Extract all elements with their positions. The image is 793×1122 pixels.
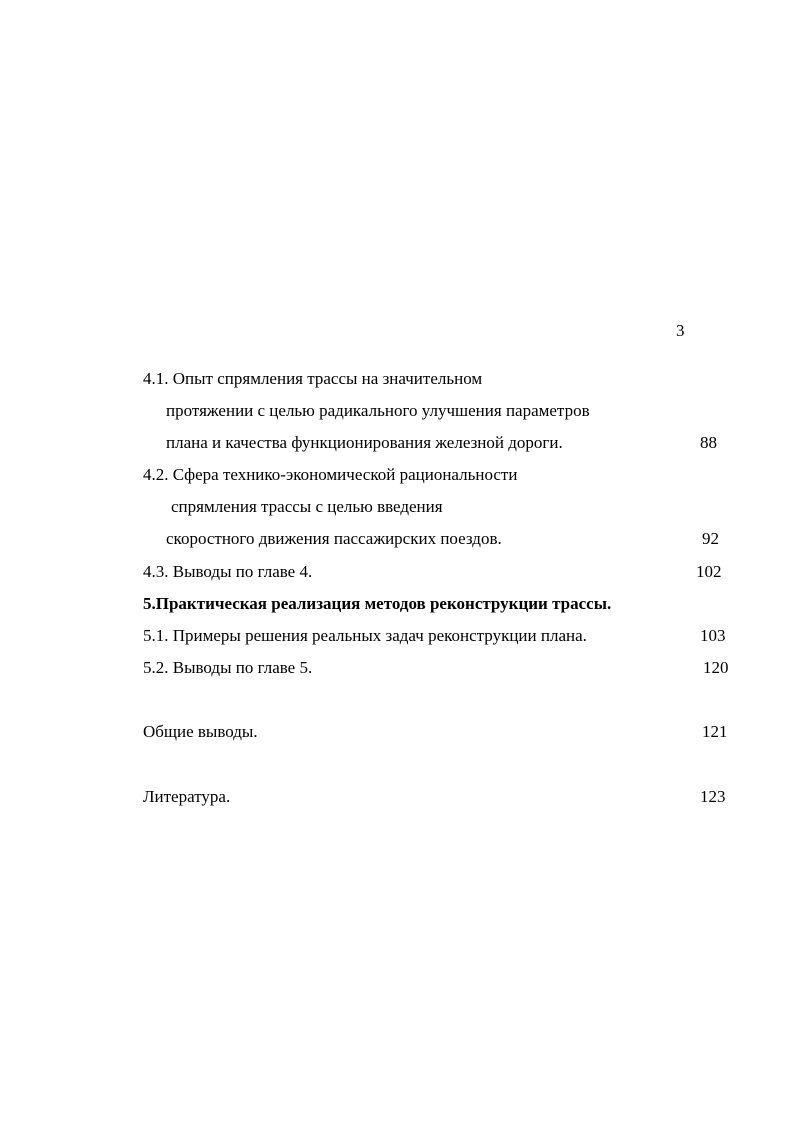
toc-entry-4-2-page: 92: [702, 529, 719, 548]
toc-entry-5-2: 5.2. Выводы по главе 5.: [143, 658, 313, 677]
toc-entry-4-3: 4.3. Выводы по главе 4.: [143, 562, 313, 581]
toc-entry-4-2-line-1: 4.2. Сфера технико-экономической рациональности: [143, 465, 518, 484]
toc-entry-conclusions: Общие выводы.: [143, 722, 258, 741]
toc-entry-5-1-page: 103: [700, 626, 726, 645]
toc-entry-5-1: 5.1. Примеры решения реальных задач реконструкции плана.: [143, 626, 587, 645]
toc-entry-4-1-line-2: протяжении с целью радикального улучшения параметров: [166, 401, 590, 420]
toc-entry-4-1-page: 88: [700, 433, 717, 452]
toc-entry-4-3-page: 102: [696, 562, 722, 581]
toc-entry-5-2-page: 120: [703, 658, 729, 677]
toc-chapter-5-title: 5.Практическая реализация методов реконструкции трассы.: [143, 594, 612, 613]
toc-entry-4-2-line-3: скоростного движения пассажирских поездов.: [166, 529, 502, 548]
toc-entry-literature-page: 123: [700, 787, 726, 806]
toc-entry-literature: Литература.: [143, 787, 231, 806]
page-number: 3: [676, 321, 685, 340]
toc-entry-4-2-line-2: спрямления трассы с целью введения: [171, 497, 443, 516]
toc-entry-conclusions-page: 121: [702, 722, 728, 741]
toc-entry-4-1-line-3: плана и качества функционирования железной дороги.: [166, 433, 563, 452]
toc-entry-4-1-line-1: 4.1. Опыт спрямления трассы на значительном: [143, 369, 483, 388]
